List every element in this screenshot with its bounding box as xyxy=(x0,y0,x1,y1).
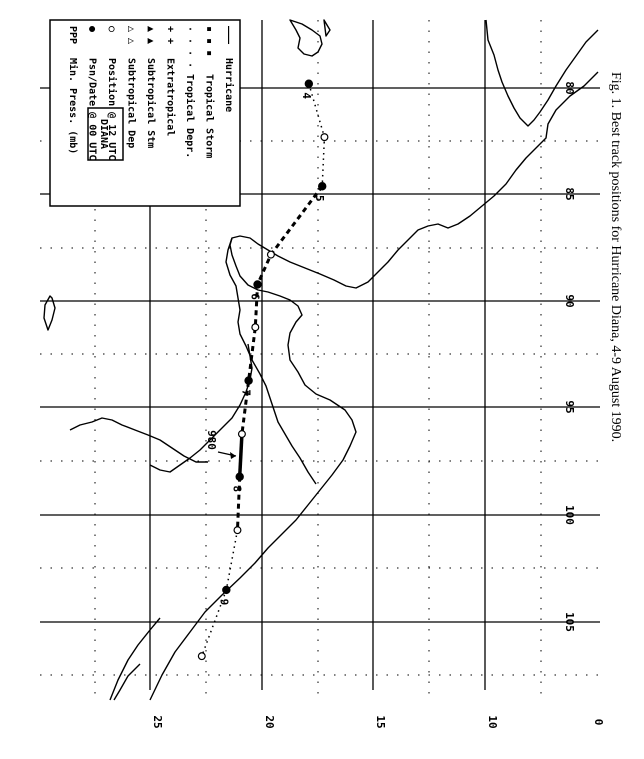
lon-label: 105 xyxy=(563,612,576,632)
legend-symbol: · · · · xyxy=(184,26,195,69)
central-america-path xyxy=(486,20,598,126)
track-segment-dotted xyxy=(202,530,238,656)
track-point-12utc xyxy=(252,324,259,331)
lat-label: 15 xyxy=(374,715,387,729)
track-point-00utc xyxy=(236,473,243,480)
min-pressure-label: 980 xyxy=(205,430,218,450)
legend-label: Tropical Storm xyxy=(203,74,215,159)
track-date-label: 9 xyxy=(217,598,231,606)
lon-label: 100 xyxy=(563,505,576,525)
legend-label: Extratropical xyxy=(164,58,176,137)
longitude-labels xyxy=(563,81,576,632)
legend-symbol: ▲ ▲ xyxy=(145,26,156,45)
lon-label: 90 xyxy=(563,294,576,308)
track-point-00utc xyxy=(319,183,326,190)
legend-label: Position @ 12 UTC xyxy=(106,58,117,161)
legend-symbol: △ △ xyxy=(125,26,137,45)
legend-label: Tropical Depr. xyxy=(184,74,195,159)
island-path xyxy=(324,20,330,36)
track-point-00utc xyxy=(223,586,230,593)
track-date-label: 6 xyxy=(248,293,262,300)
legend-label: Subtropical Stm xyxy=(145,58,156,149)
latitude-labels xyxy=(151,715,605,728)
track-point-12utc xyxy=(234,527,241,534)
track-date-label: 4 xyxy=(299,92,313,100)
track-segment-solid xyxy=(240,434,242,477)
texas-coast-path xyxy=(150,344,252,472)
legend-symbol: ○ xyxy=(106,26,117,33)
legend-label: Hurricane xyxy=(223,58,234,113)
legend-symbol: ——— xyxy=(223,26,234,45)
track-segment-dashed xyxy=(239,186,322,434)
lat-label: 10 xyxy=(486,715,499,729)
pressure-arrow-head xyxy=(230,452,236,459)
us-gulf-coast-path xyxy=(70,418,208,462)
legend-label: Subtropical Dep xyxy=(125,58,137,149)
track-date-label: 5 xyxy=(313,194,327,202)
legend-label: Psn/Date @ 00 UTC xyxy=(86,58,98,161)
legend-symbol: + + xyxy=(164,26,176,45)
track-date-label: 8 xyxy=(230,485,244,493)
track-point-00utc xyxy=(305,80,312,87)
track-point-12utc xyxy=(268,251,275,258)
legend xyxy=(50,20,240,206)
legend-title: DIANA xyxy=(98,118,109,150)
lon-label: 80 xyxy=(563,81,576,95)
legend-symbol: ● xyxy=(86,26,98,33)
track-point-00utc xyxy=(245,377,252,384)
legend-symbol: PPP xyxy=(67,26,78,45)
track-point-12utc xyxy=(239,431,246,438)
lon-label: 85 xyxy=(563,187,576,201)
track-point-12utc xyxy=(321,134,328,141)
track-point-12utc xyxy=(198,653,205,660)
southern-coast-path xyxy=(110,618,160,700)
lat-label: 25 xyxy=(151,715,164,729)
track-date-label: 7 xyxy=(239,389,253,396)
legend-symbol: ▪ ▪ ▪ xyxy=(203,26,215,57)
lat-label: 0 xyxy=(592,718,605,726)
pressure-annotation xyxy=(205,430,236,459)
cuba-path xyxy=(290,20,322,56)
track-point-00utc xyxy=(254,281,261,288)
lat-label: 20 xyxy=(263,715,276,729)
legend-label: Min. Press. (mb) xyxy=(67,58,78,155)
figure-caption: Fig. 1. Best track positions for Hurricane Diana, 4-9 August 1990. xyxy=(608,72,623,443)
lon-label: 95 xyxy=(563,400,576,414)
